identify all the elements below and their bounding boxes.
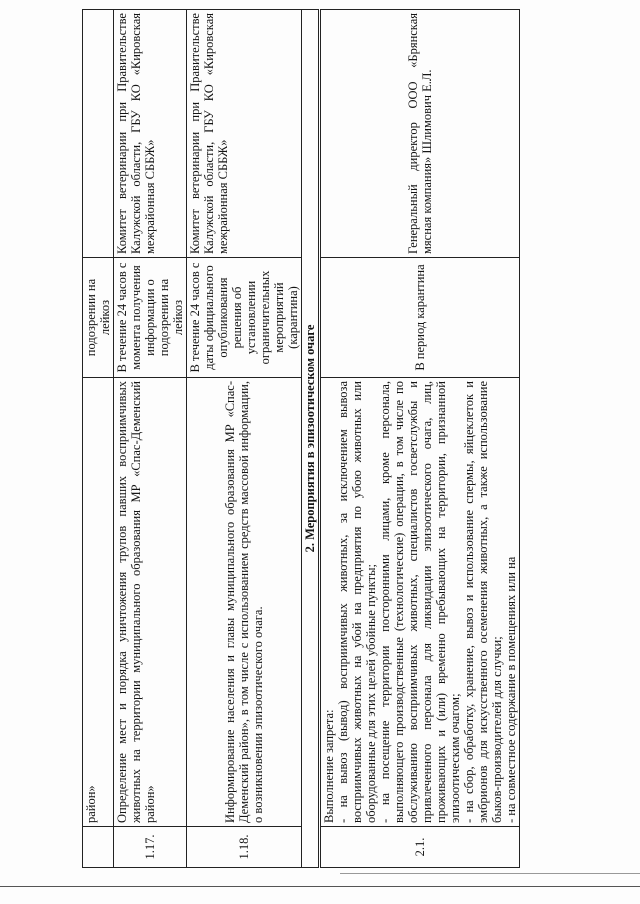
list-item: - на вывоз (вывод) восприимчивых животных, за исключением вывоза восприимчивых животных на убой на предприятия по убою животных или оборудованные для этих целей убойные пункты; <box>336 381 378 823</box>
cell-num: 1.18. <box>187 827 302 868</box>
rotated-table-container <box>82 13 592 868</box>
list-item: - на совместное содержание в помещениях или на <box>504 556 518 823</box>
section-title: 2. Мероприятия в эпизоотическом очаге <box>302 10 320 868</box>
cell-activity: Информирование населения и главы муниципального образования МР «Спас-Деменский район», в том числе с использованием средств массовой информации, о возникновении эпизоотического очага. <box>187 378 302 827</box>
cell-num: 2.1. <box>320 827 520 868</box>
cell-term: В течение 24 часов с момента получения информации о подозрении на лейкоз <box>114 258 187 378</box>
cell-activity <box>320 378 520 827</box>
plan-table <box>82 9 520 868</box>
cell-responsible: Комитет ветеринарии при Правительстве Калужской области, ГБУ КО «Кировская межрайонная СББЖ» <box>187 10 302 258</box>
section-header-row <box>302 10 320 868</box>
cell-num: 1.17. <box>114 827 187 868</box>
table-row <box>83 10 114 868</box>
cell-responsible <box>83 10 114 258</box>
cell-term: В течение 24 часов с даты официального опубликования решения об установлении ограничительных мероприятий (карантина) <box>187 258 302 378</box>
cell-responsible: Генеральный директор ООО «Брянская мясная компания» Шлимович Е.Л. <box>320 10 520 258</box>
cell-activity: район» <box>83 378 114 827</box>
cell-num <box>83 827 114 868</box>
table-row <box>114 10 187 868</box>
scan-edge-line <box>340 873 640 874</box>
list-item: - на посещение территории посторонними лицами, кроме персонала, выполняющего производственные (технологические) операции, в том числе по обслуживанию восприимчивых животных, специалистов госветслужбы и привлеченного персонала для ликвидации эпизоотического очага, лиц, проживающих и (или) временно пребывающих на территории, признанной эпизоотическим очагом; <box>378 381 462 823</box>
list-item: - на сбор, обработку, хранение, вывоз и использование спермы, яйцеклеток и эмбрионов для искусственного осеменения животных, а также использование быков-производителей для случки; <box>462 381 504 823</box>
scan-edge-line <box>0 886 640 887</box>
table-row <box>187 10 302 868</box>
cell-activity: Определение мест и порядка уничтожения трупов павших восприимчивых животных на территории муниципального образования МР «Спас-Деменский район» <box>114 378 187 827</box>
cell-responsible: Комитет ветеринарии при Правительстве Калужской области, ГБУ КО «Кировская межрайонная СББЖ» <box>114 10 187 258</box>
table-row <box>320 10 520 868</box>
cell-term: подозрении на лейкоз <box>83 258 114 378</box>
cell-term: В период карантина <box>320 258 520 378</box>
activity-heading: Выполнение запрета: <box>322 709 336 823</box>
